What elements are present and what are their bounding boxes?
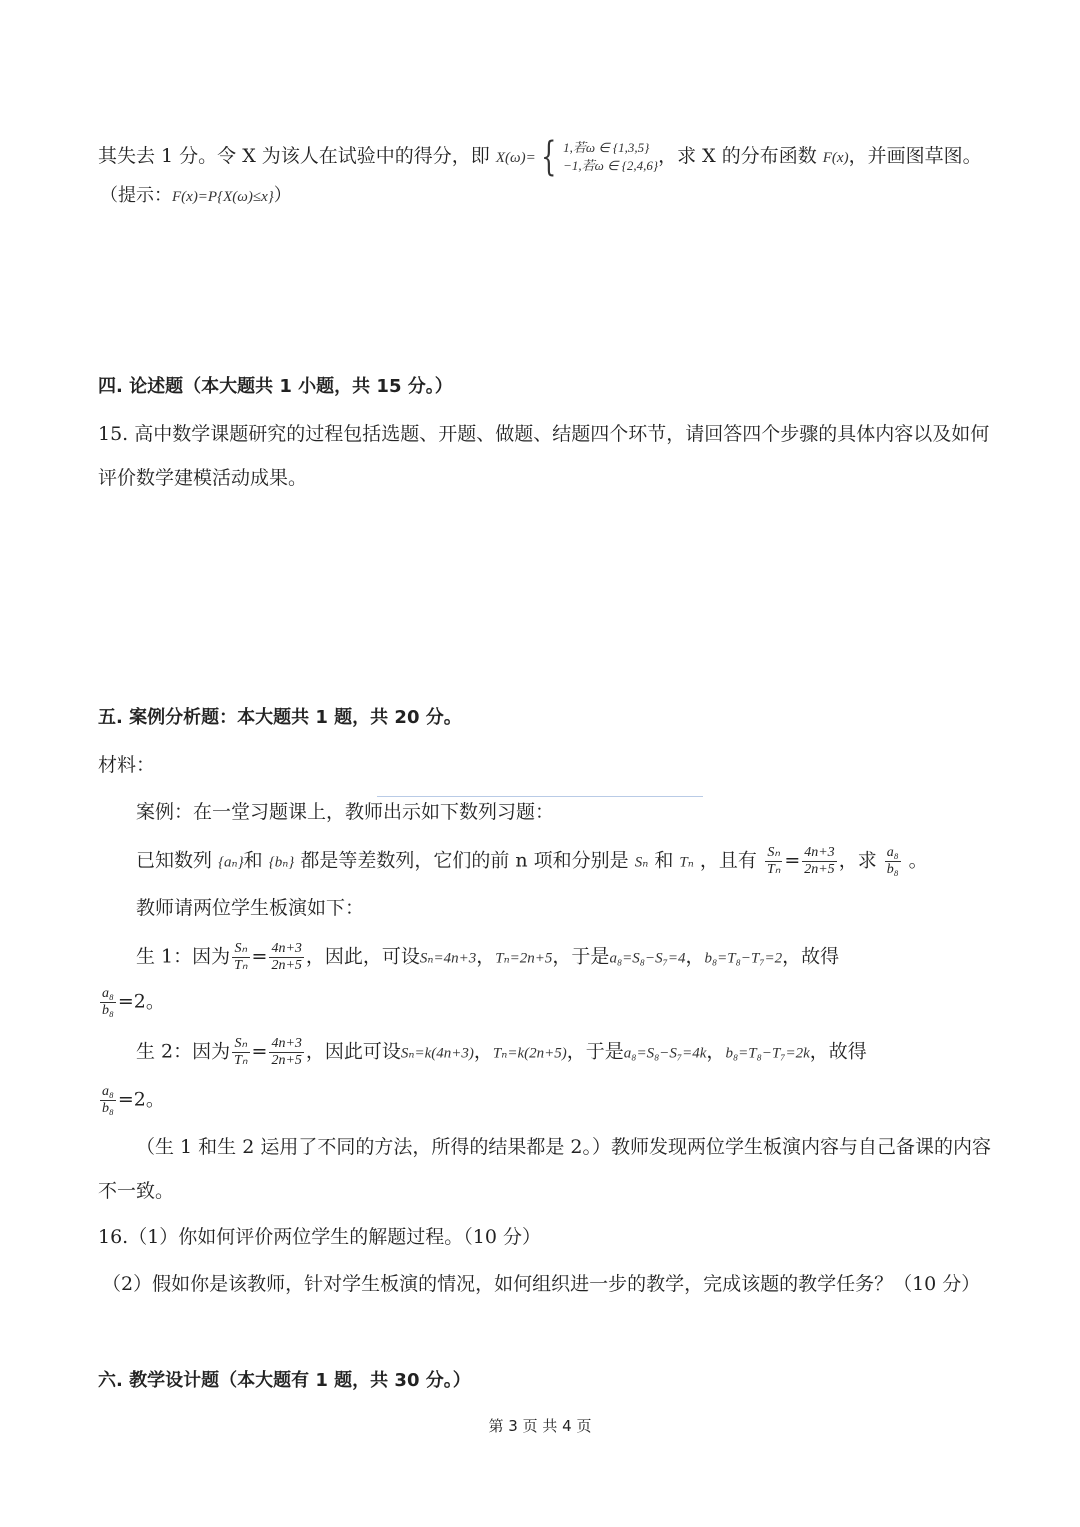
q15-line1: 15. 高中数学课题研究的过程包括选题、开题、做题、结题四个环节，请回答四个步骤的具体内容以及如何: [98, 423, 990, 445]
s1-formula-3: a₈=S₈−S₇=4: [609, 950, 686, 967]
s1-result: [98, 986, 165, 1019]
s2-formula-2: Tₙ=k(2n+5): [492, 1045, 567, 1062]
known-line: [136, 845, 928, 878]
and-2: 和: [654, 849, 674, 872]
q14-line1: [98, 134, 982, 180]
end-mark: 。: [908, 849, 928, 872]
q16-part1: 16.（1）你如何评价两位学生的解题过程。（10 分）: [98, 1226, 542, 1248]
s1-text-d: ，于是: [552, 945, 610, 968]
s1-result-value: =2。: [117, 990, 165, 1013]
case-line: 案例：在一堂习题课上，教师出示如下数列习题：: [136, 801, 555, 823]
s1-text-g: ，故得: [782, 945, 840, 968]
student2-line: 生 2：因为 $\frac{\text{Sₙ}}{\text{Tₙ}}$ = $\frac{4n+3}{2n+5}$ ，因此可设Sₙ=k(4n+3)，Tₙ=k(2n+5)，于是a₈=S₈−S₇=4k，b₈=T₈−T₇=2k，故得: [136, 1036, 867, 1068]
s1-formula-2: Tₙ=2n+5: [495, 950, 553, 967]
tn-symbol: Tₙ: [679, 854, 694, 871]
q14-text-a: 其失去 1 分。令 X 为该人在试验中的得分，即: [98, 145, 490, 167]
s2-frac-st: $\frac{\text{Sₙ}}{\text{Tₙ}}$: [234, 1036, 248, 1068]
section5-title: 五. 案例分析题：本大题共 1 题，共 20 分。: [98, 707, 462, 728]
s2-formula-3: a₈=S₈−S₇=4k: [623, 1045, 707, 1062]
s2-result-frac: $\frac{\text{a₈}}{\text{b₈}}$: [102, 1084, 114, 1116]
q14-hint: [100, 182, 292, 211]
piece-1: 1,若ω ∈ {1,3,5}: [563, 140, 650, 155]
sn-symbol: Sₙ: [634, 854, 649, 871]
known-text-c: ，且有: [699, 849, 757, 872]
known-text-a: 已知数列: [136, 849, 213, 872]
an-sequence: {aₙ}: [218, 854, 244, 871]
board-line: 教师请两位学生板演如下：: [136, 897, 365, 919]
frac-n: $\frac{4n+3}{2n+5}$: [804, 845, 835, 877]
section4-title: 四. 论述题（本大题共 1 小题，共 15 分。）: [98, 376, 453, 397]
hint-formula: F(x)=P{X(ω)≤x}: [172, 189, 274, 205]
s1-text-b: ，因此，可设: [305, 945, 420, 968]
s2-result: [98, 1084, 165, 1117]
frac-st: $\frac{\text{Sₙ}}{\text{Tₙ}}$: [766, 845, 781, 877]
piece-2: −1,若ω ∈ {2,4,6}: [563, 158, 659, 173]
left-brace-icon: {: [540, 134, 557, 180]
equals: =: [784, 849, 801, 872]
s2-text-a: 生 2：因为: [136, 1040, 231, 1063]
material-label: 材料：: [98, 754, 156, 776]
hint-close: ）: [273, 185, 292, 206]
student1-line: 生 1：因为 $\frac{\text{Sₙ}}{\text{Tₙ}}$ = $\frac{4n+3}{2n+5}$ ，因此，可设Sₙ=4n+3，Tₙ=2n+5，于是a₈=S₈−S₇=4，b₈=T₈−T₇=2，故得: [136, 941, 840, 973]
q14-text-c: ，并画图草图。: [848, 145, 982, 167]
s2-text-d: ，于是: [566, 1040, 624, 1063]
x-omega-formula: X(ω)=: [495, 150, 536, 166]
s2-text-b: ，因此可设: [305, 1040, 401, 1063]
hint-open: （提示：: [100, 185, 172, 206]
divider-line: [377, 796, 703, 797]
s1-frac-n: $\frac{4n+3}{2n+5}$: [271, 941, 302, 973]
s1-result-frac: $\frac{\text{a₈}}{\text{b₈}}$: [102, 986, 114, 1018]
q15-line2: 评价数学建模活动成果。: [98, 467, 308, 489]
known-text-b: 都是等差数列，它们的前 n 项和分别是: [300, 849, 629, 872]
s1-formula-4: b₈=T₈−T₇=2: [704, 950, 783, 967]
s1-formula-1: Sₙ=4n+3: [419, 950, 477, 967]
page-footer: 第 3 页 共 4 页: [488, 1417, 592, 1435]
and-1: 和: [243, 849, 263, 872]
section6-title: 六. 教学设计题（本大题有 1 题，共 30 分。）: [98, 1370, 471, 1391]
note-line2: 不一致。: [98, 1180, 175, 1202]
fx-formula: F(x): [822, 150, 849, 166]
s1-text-a: 生 1：因为: [136, 945, 231, 968]
s2-result-value: =2。: [117, 1088, 165, 1111]
s2-text-g: ，故得: [809, 1040, 867, 1063]
note-line1: （生 1 和生 2 运用了不同的方法，所得的结果都是 2。）教师发现两位学生板演内容与自己备课的内容: [136, 1136, 991, 1158]
s2-formula-4: b₈=T₈−T₇=2k: [725, 1045, 810, 1062]
piecewise: [563, 139, 658, 175]
s2-frac-n: $\frac{4n+3}{2n+5}$: [271, 1036, 302, 1068]
ask-text: ，求: [838, 849, 877, 872]
frac-ab: $\frac{\text{a₈}}{\text{b₈}}$: [886, 845, 899, 877]
s2-formula-1: Sₙ=k(4n+3): [400, 1045, 474, 1062]
q14-text-b: ，求 X 的分布函数: [658, 145, 817, 167]
bn-sequence: {bₙ}: [268, 854, 295, 871]
q16-part2: （2）假如你是该教师，针对学生板演的情况，如何组织进一步的教学，完成该题的教学任务？（10 分）: [102, 1273, 981, 1295]
s1-frac-st: $\frac{\text{Sₙ}}{\text{Tₙ}}$: [234, 941, 248, 973]
